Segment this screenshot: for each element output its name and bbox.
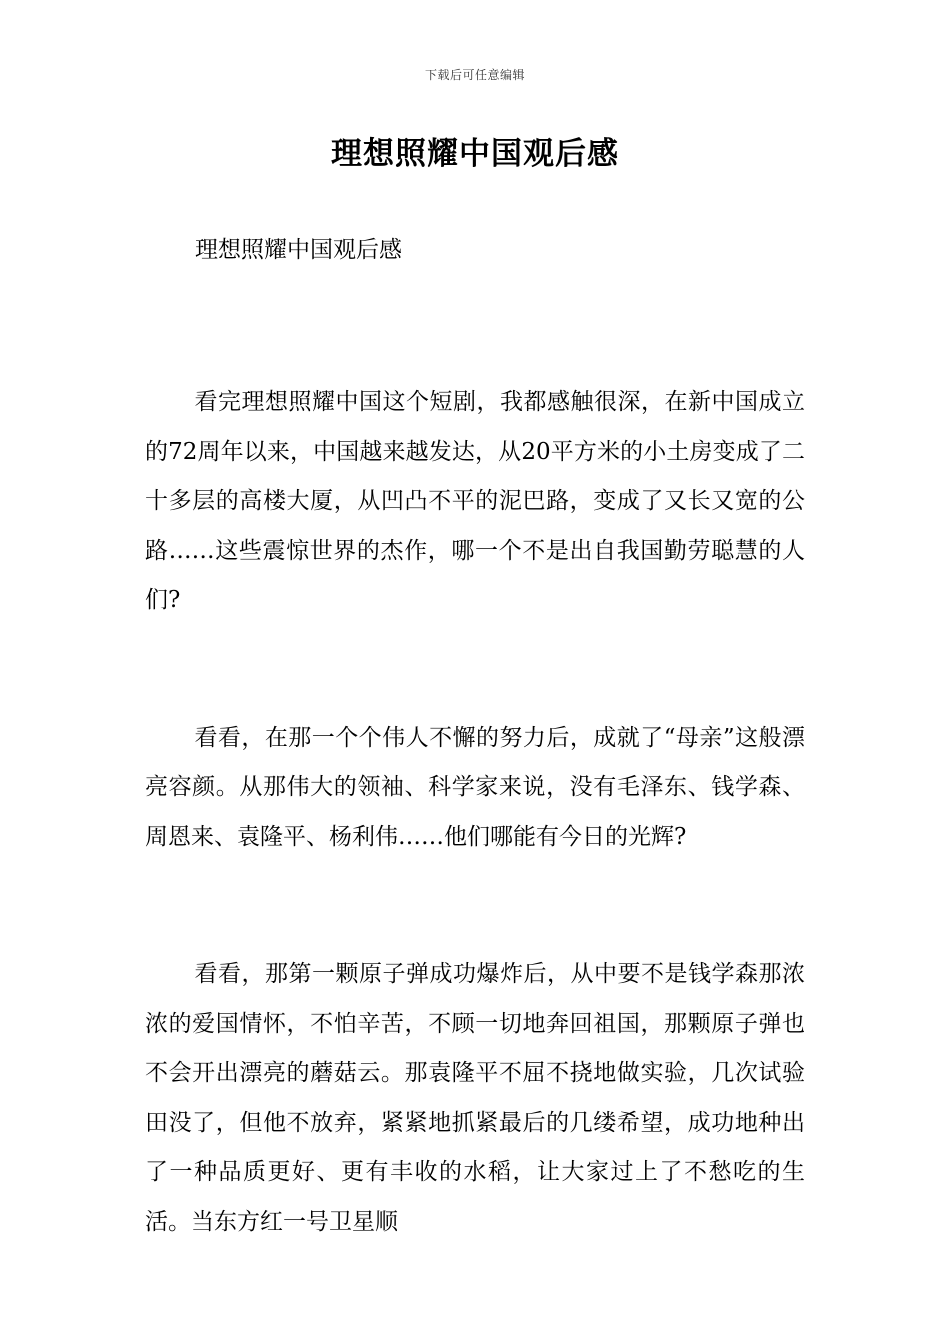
document-body (145, 378, 805, 1335)
header-note: 下载后可任意编辑 (424, 68, 525, 82)
paragraph: 看看，在那一个个伟人不懈的努力后，成就了“母亲”这般漂亮容颜。从那伟大的领袖、科学家来说，没有毛泽东、钱学森、周恩来、袁隆平、杨利伟……他们哪能有今日的光辉? (145, 724, 805, 850)
document-title: 理想照耀中国观后感 (331, 136, 619, 172)
paragraph: 看完理想照耀中国这个短剧，我都感触很深，在新中国成立的72周年以来，中国越来越发达，从20平方米的小土房变成了二十多层的高楼大厦，从凹凸不平的泥巴路，变成了又长又宽的公路……这些震惊世界的杰作，哪一个不是出自我国勤劳聪慧的人们? (145, 389, 805, 613)
document-subtitle: 理想照耀中国观后感 (195, 237, 402, 263)
paragraph: 看看，那第一颗原子弹成功爆炸后，从中要不是钱学森那浓浓的爱国情怀，不怕辛苦，不顾一切地奔回祖国，那颗原子弹也不会开出漂亮的蘑菇云。那袁隆平不屈不挠地做实验，几次试验田没了，但他不放弃，紧紧地抓紧最后的几缕希望，成功地种出了一种品质更好、更有丰收的水稻，让大家过上了不愁吃的生活。当东方红一号卫星顺 (145, 961, 805, 1235)
